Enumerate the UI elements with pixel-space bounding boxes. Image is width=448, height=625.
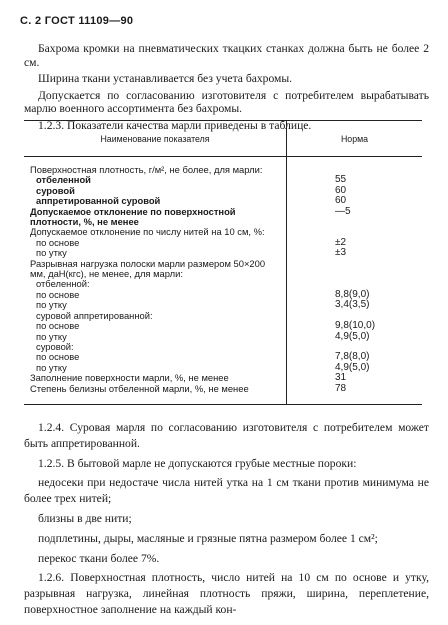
table-bottom-rule <box>24 404 422 405</box>
table-row <box>24 207 422 228</box>
table-row <box>24 332 422 342</box>
norm-cell: 55 <box>335 174 347 186</box>
indicator-text: по основе <box>36 320 80 332</box>
indicator-text: Поверхностная плотность, г/м², не более, для марли: <box>30 164 263 175</box>
indicator-text: аппретированной суровой <box>36 195 161 207</box>
norm-cell: 8,8(9,0) <box>335 288 370 300</box>
indicator-text: суровой <box>36 184 75 196</box>
indicator-text: по утку <box>36 330 67 342</box>
indicator-text: суровой аппретированной: <box>36 309 153 321</box>
indicator-text: Допускаемое отклонение по поверхностной плотности, %, не менее <box>30 205 236 228</box>
indicator-cell <box>24 321 287 331</box>
indicator-text: отбеленной <box>36 174 91 186</box>
indicator-text: Допускаемое отклонение по числу нитей на 10 см, %: <box>30 226 265 238</box>
indicator-text: по основе <box>36 236 80 248</box>
paragraph: 1.2.5. В бытовой марле не допускаются грубые местные пороки: <box>38 456 357 470</box>
column-header-indicator: Наименование показателя <box>24 121 287 157</box>
norm-cell: 7,8(8,0) <box>335 351 370 363</box>
indicator-text: по утку <box>36 247 67 259</box>
norm-cell <box>287 259 423 280</box>
norm-cell: ±3 <box>335 247 347 259</box>
table-row <box>24 384 422 404</box>
norm-cell: 60 <box>335 184 347 196</box>
table-row <box>24 238 422 248</box>
norm-cell: 4,9(5,0) <box>335 330 370 342</box>
indicator-text: по основе <box>36 351 80 363</box>
paragraph: 1.2.6. Поверхностная плотность, число нитей на 10 см по основе и утку, разрывная нагрузка, линейная плотность пряжи, ширина, переплетение, поверхностное заполнение на каждый кон- <box>24 571 429 616</box>
indicator-text: отбеленной: <box>36 278 90 290</box>
table-body <box>24 157 422 405</box>
indicator-text: по утку <box>36 299 67 311</box>
indicator-text: суровой: <box>36 340 74 352</box>
indicator-text: Степень белизны отбеленной марли, %, не менее <box>30 382 249 394</box>
norm-cell: 9,8(10,0) <box>335 320 376 332</box>
paragraph: Ширина ткани устанавливается без учета бахромы. <box>38 72 293 86</box>
table-row <box>24 321 422 331</box>
norm-cell: 3,4(3,5) <box>335 299 370 311</box>
paragraph: 1.2.4. Суровая марля по согласованию изготовителя с потребителем может быть аппретированной. <box>24 421 429 450</box>
norm-cell <box>287 165 423 175</box>
column-header-norm: Норма <box>287 121 423 157</box>
indicator-text: Заполнение поверхности марли, %, не менее <box>30 372 229 384</box>
paragraph: Бахрома кромки на пневматических ткацких станках должна быть не более 2 см. <box>24 42 429 69</box>
page-header: С. 2 ГОСТ 11109—90 <box>20 15 134 27</box>
intro-section <box>24 42 429 133</box>
norm-cell: 60 <box>335 195 347 207</box>
indicator-cell <box>24 207 287 228</box>
paragraph: Допускается по согласованию изготовителя с потребителем вырабатывать марлю военного ассортимента без бахромы. <box>24 88 429 116</box>
paragraph: подплетины, дыры, масляные и грязные пятна размером более 1 см²; <box>38 531 378 545</box>
paragraph: перекос ткани более 7%. <box>38 551 160 565</box>
paragraph: близны в две нити; <box>38 511 132 525</box>
norm-cell: 78 <box>335 382 347 394</box>
paragraph: недосеки при недостаче числа нитей утка на 1 см ткани против минимума не более трех нитей; <box>24 476 429 506</box>
norm-cell: 4,9(5,0) <box>335 361 370 373</box>
norm-cell <box>287 227 423 237</box>
table-row <box>24 227 422 237</box>
paragraph: 1.2.3. Показатели качества марли приведены в таблице. <box>38 118 312 132</box>
indicator-cell <box>24 259 287 280</box>
norm-cell: —5 <box>335 205 351 217</box>
norm-cell: 31 <box>335 372 347 384</box>
indicator-text: по утку <box>36 361 67 373</box>
indicator-text: по основе <box>36 288 80 300</box>
table-header-row <box>24 121 422 157</box>
norm-cell: ±2 <box>335 236 347 248</box>
indicator-cell <box>24 384 287 404</box>
body-section <box>24 420 429 618</box>
quality-table <box>24 120 422 405</box>
table-row <box>24 175 422 185</box>
indicator-text: Разрывная нагрузка полоски марли размером 50×200 мм, даН(кгс), не менее, для марли: <box>30 257 266 280</box>
table-row <box>24 259 422 280</box>
